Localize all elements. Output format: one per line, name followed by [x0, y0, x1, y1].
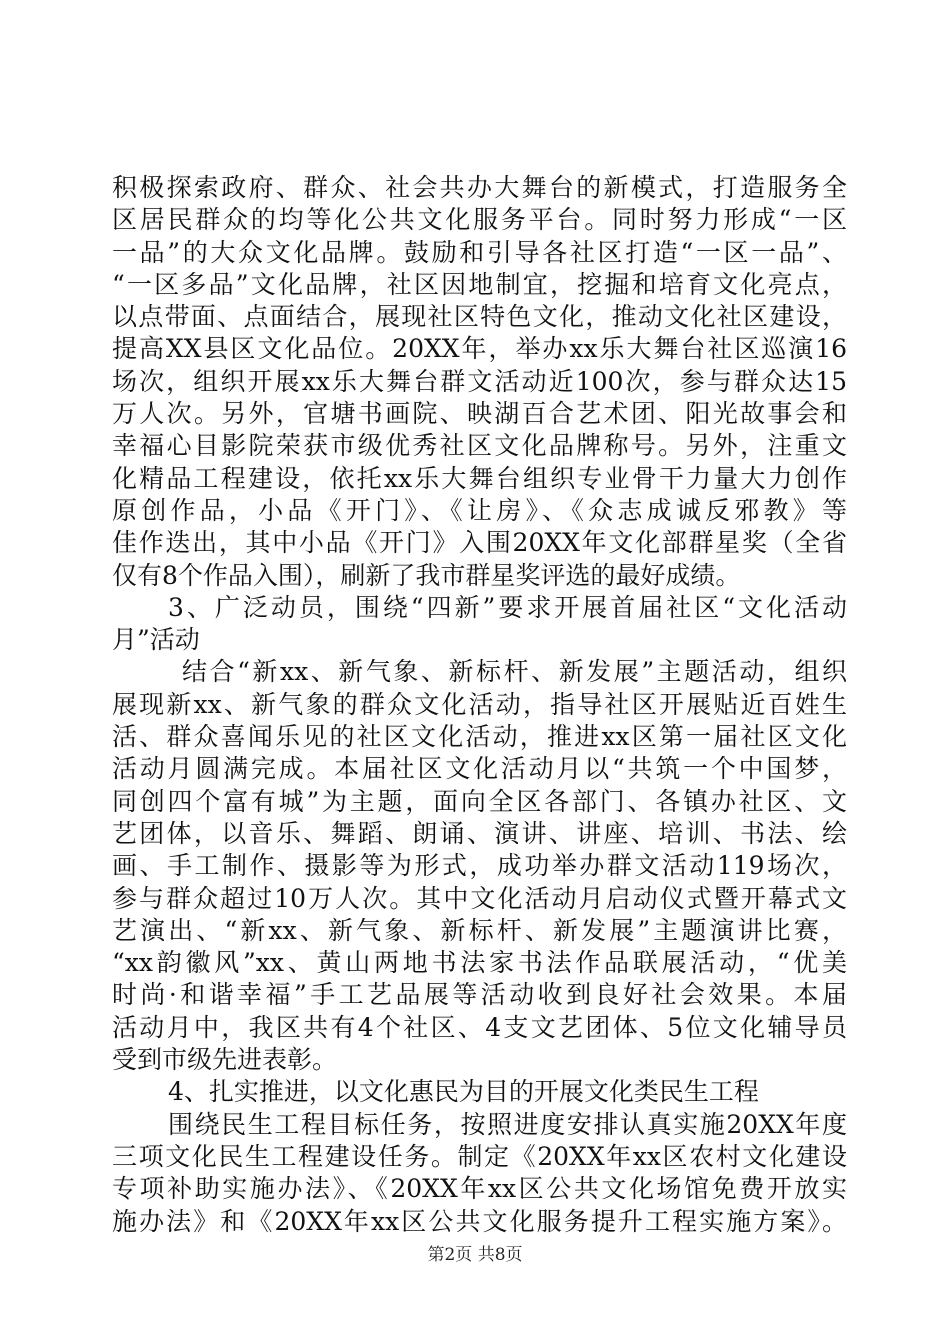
- heading-line: 3、广泛动员，围绕“四新”要求开展首届社区“文化活动: [168, 592, 847, 622]
- text-line: 活、群众喜闻乐见的社区文化活动，推进xx区第一届社区文化: [112, 722, 847, 752]
- page-footer: [0, 1240, 950, 1265]
- text-line: 艺团体，以音乐、舞蹈、朗诵、演讲、讲座、培训、书法、绘: [112, 818, 847, 848]
- text-line: 三项文化民生工程建设任务。制定《20XX年xx区农村文化建设: [112, 1141, 847, 1171]
- paragraph-livelihood-projects: [112, 1109, 847, 1238]
- heading-line: 月”活动: [112, 625, 200, 655]
- text-line: 艺演出、“新xx、新气象、新标杆、新发展”主题演讲比赛，: [112, 915, 847, 945]
- text-line: 幸福心目影院荣获市级优秀社区文化品牌称号。另外，注重文: [112, 431, 847, 461]
- text-line: 同创四个富有城”为主题，面向全区各部门、各镇办社区、文: [112, 786, 847, 816]
- text-line: 受到市级先进表彰。: [112, 1045, 338, 1075]
- text-line: 场次，组织开展xx乐大舞台群文活动近100次，参与群众达15: [112, 366, 847, 396]
- text-line: 积极探索政府、群众、社会共办大舞台的新模式，打造服务全: [112, 173, 847, 202]
- text-line: 画、手工制作、摄影等为形式，成功举办群文活动119场次，: [112, 851, 847, 881]
- text-line: 结合“新xx、新气象、新标杆、新发展”主题活动，组织: [182, 657, 847, 687]
- text-line: 一品”的大众文化品牌。鼓励和引导各社区打造“一区一品”、: [112, 237, 847, 267]
- text-line: 仅有8个作品入围），刷新了我市群星奖评选的最好成绩。: [112, 560, 741, 590]
- paragraph-brand-building: [112, 172, 847, 592]
- text-line: 原创作品，小品《开门》、《让房》、《众志成诚反邪教》等: [112, 495, 847, 525]
- text-line: 活动月圆满完成。本届社区文化活动月以“共筑一个中国梦，: [112, 754, 847, 784]
- text-line: 化精品工程建设，依托xx乐大舞台组织专业骨干力量大力创作: [112, 463, 847, 493]
- text-line: 佳作迭出，其中小品《开门》入围20XX年文化部群星奖（全省: [112, 528, 847, 558]
- text-line: 万人次。另外，官塘书画院、映湖百合艺术团、阳光故事会和: [112, 399, 847, 429]
- text-line: 展现新xx、新气象的群众文化活动，指导社区开展贴近百姓生: [112, 689, 847, 719]
- text-line: 施办法》和《20XX年xx区公共文化服务提升工程实施方案》。: [112, 1206, 847, 1236]
- text-line: 参与群众超过10万人次。其中文化活动月启动仪式暨开幕式文: [112, 883, 847, 913]
- text-line: “xx韵徽风”xx、黄山两地书法家书法作品联展活动，“优美: [112, 948, 847, 978]
- page-number-label: 第2页 共8页: [427, 1245, 523, 1265]
- heading-line: 4、扎实推进，以文化惠民为目的开展文化类民生工程: [168, 1077, 759, 1107]
- text-line: 时尚·和谐幸福”手工艺品展等活动收到良好社会效果。本届: [112, 980, 847, 1010]
- text-line: 提高XX县区文化品位。20XX年，举办xx乐大舞台社区巡演16: [112, 334, 847, 364]
- section-heading-3: [112, 592, 847, 657]
- text-line: 围绕民生工程目标任务，按照进度安排认真实施20XX年度: [168, 1109, 847, 1139]
- section-heading-4: [112, 1076, 847, 1108]
- text-line: 活动月中，我区共有4个社区、4支文艺团体、5位文化辅导员: [112, 1012, 847, 1042]
- document-body: [112, 172, 847, 1238]
- text-line: 专项补助实施办法》、《20XX年xx区公共文化场馆免费开放实: [112, 1174, 847, 1204]
- text-line: 以点带面、点面结合，展现社区特色文化，推动文化社区建设，: [112, 302, 847, 332]
- text-line: “一区多品”文化品牌，社区因地制宜，挖掘和培育文化亮点，: [112, 269, 847, 299]
- paragraph-culture-month: [112, 656, 847, 1076]
- text-line: 区居民群众的均等化公共文化服务平台。同时努力形成“一区: [112, 205, 847, 235]
